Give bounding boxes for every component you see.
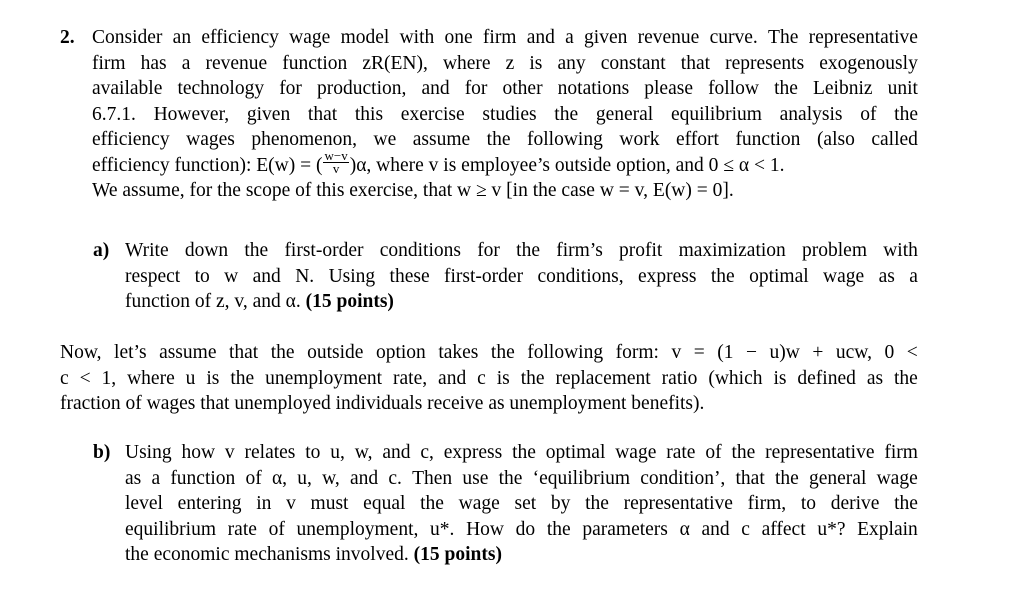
question-line: Consider an efficiency wage model with one firm and a given revenue curve. The representative (92, 27, 918, 48)
outside-option-paragraph (60, 340, 918, 417)
question-line: efficiency wages phenomenon, we assume the following work effort function (also called (92, 129, 918, 150)
question-line: firm has a revenue function zR(EN), where z is any constant that represents exogenously (92, 52, 918, 74)
part-b-label: b) (93, 442, 111, 463)
question-text (92, 25, 918, 204)
fraction-denominator: v (332, 160, 340, 176)
part-b-line: Using how v relates to u, w, and c, express the optimal wage rate of the representative firm (125, 442, 918, 463)
part-b-line: level entering in v must equal the wage set by the representative firm, to derive the (125, 493, 918, 514)
effort-function-prefix: efficiency function): E(w) = ( (92, 154, 323, 176)
part-a-points: (15 points) (305, 291, 394, 312)
paragraph-line: Now, let’s assume that the outside option takes the following form: v = (1 − u)w + ucw, 0 < (60, 342, 918, 363)
question-number: 2. (60, 27, 75, 48)
part-b-text (125, 440, 918, 568)
part-a-line: Write down the first-order conditions for the firm’s profit maximization problem with (125, 240, 918, 261)
part-a-label: a) (93, 240, 110, 261)
part-b-line: as a function of α, u, w, and c. Then use the ‘equilibrium condition’, that the general wage (125, 467, 918, 489)
assumption-line: We assume, for the scope of this exercise, that w ≥ v [in the case w = v, E(w) = 0]. (92, 180, 734, 201)
part-a-text (125, 238, 918, 315)
question-line: available technology for production, and for other notations please follow the Leibniz unit (92, 78, 918, 99)
paragraph-line: fraction of wages that unemployed individuals receive as unemployment benefits). (60, 393, 705, 414)
part-b-points: (15 points) (413, 544, 502, 565)
part-b-last-line (125, 542, 918, 568)
part-a-last-text: function of z, v, and α. (125, 291, 301, 312)
effort-function-suffix: )α, where v is employee’s outside option, and 0 ≤ α < 1. (349, 154, 785, 176)
paragraph-line: c < 1, where u is the unemployment rate, and c is the replacement ratio (which is defined as the (60, 367, 918, 389)
effort-function-line (92, 147, 918, 179)
part-a-last-line (125, 289, 918, 315)
part-a-line: respect to w and N. Using these first-order conditions, express the optimal wage as a (125, 265, 918, 287)
fraction-numerator: w−v (324, 147, 348, 163)
part-b-last-text: the economic mechanisms involved. (125, 544, 409, 565)
question-line: 6.7.1. However, given that this exercise studies the general equilibrium analysis of the (92, 103, 918, 125)
effort-fraction (323, 147, 348, 176)
part-b-line: equilibrium rate of unemployment, u*. How do the parameters α and c affect u*? Explain (125, 518, 918, 540)
